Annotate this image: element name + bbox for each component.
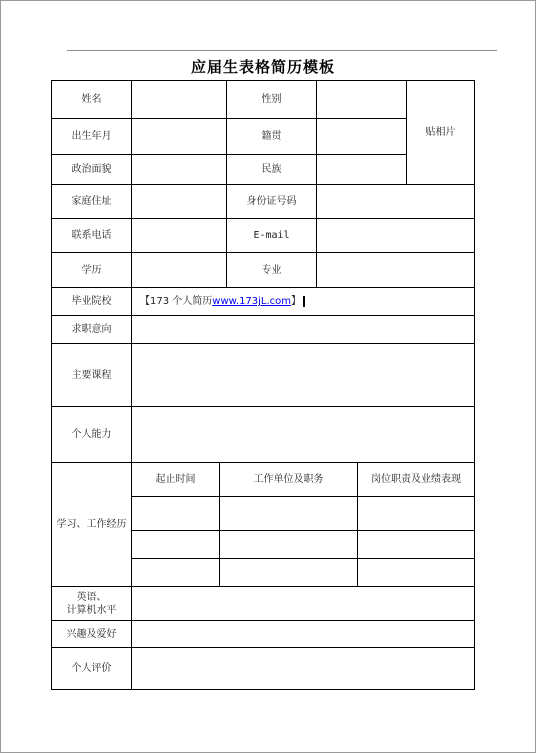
value-hobbies[interactable]	[131, 620, 475, 648]
exp-cell-employer[interactable]	[219, 530, 358, 559]
exp-cell-period[interactable]	[131, 558, 220, 587]
school-text-close: 】	[291, 296, 302, 307]
value-ethnicity[interactable]	[316, 154, 407, 185]
exp-header-period: 起止时间	[131, 462, 220, 497]
value-birth[interactable]	[131, 118, 227, 155]
label-phone: 联系电话	[51, 218, 132, 253]
label-name: 姓名	[51, 80, 132, 119]
label-school: 毕业院校	[51, 287, 132, 316]
label-hobbies: 兴趣及爱好	[51, 620, 132, 648]
exp-cell-employer[interactable]	[219, 496, 358, 531]
exp-cell-period[interactable]	[131, 530, 220, 559]
value-self-eval[interactable]	[131, 647, 475, 690]
label-political: 政治面貌	[51, 154, 132, 185]
value-major[interactable]	[316, 252, 475, 288]
value-ability[interactable]	[131, 406, 475, 463]
exp-cell-employer[interactable]	[219, 558, 358, 587]
label-birth: 出生年月	[51, 118, 132, 155]
school-link[interactable]: www.173jL.com	[212, 296, 292, 307]
exp-cell-duties[interactable]	[357, 558, 475, 587]
label-job-intent: 求职意向	[51, 315, 132, 344]
exp-cell-period[interactable]	[131, 496, 220, 531]
value-school[interactable]	[131, 287, 475, 316]
header-rule	[67, 50, 497, 51]
value-origin[interactable]	[316, 118, 407, 155]
label-id-number: 身份证号码	[226, 184, 317, 219]
label-gender: 性别	[226, 80, 317, 119]
exp-cell-duties[interactable]	[357, 530, 475, 559]
exp-cell-duties[interactable]	[357, 496, 475, 531]
value-address[interactable]	[131, 184, 227, 219]
value-education[interactable]	[131, 252, 227, 288]
exp-header-employer: 工作单位及职务	[219, 462, 358, 497]
label-address: 家庭住址	[51, 184, 132, 219]
value-gender[interactable]	[316, 80, 407, 119]
school-text-open: 【173 个人简历	[140, 296, 213, 307]
text-cursor	[303, 296, 305, 307]
label-courses: 主要课程	[51, 343, 132, 407]
label-major: 专业	[226, 252, 317, 288]
value-name[interactable]	[131, 80, 227, 119]
label-self-eval: 个人评价	[51, 647, 132, 690]
value-job-intent[interactable]	[131, 315, 475, 344]
label-ethnicity: 民族	[226, 154, 317, 185]
value-email[interactable]	[316, 218, 475, 253]
label-education: 学历	[51, 252, 132, 288]
value-phone[interactable]	[131, 218, 227, 253]
label-experience: 学习、工作经历	[51, 462, 132, 587]
exp-header-duties: 岗位职责及业绩表现	[357, 462, 475, 497]
label-origin: 籍贯	[226, 118, 317, 155]
photo-box[interactable]: 贴相片	[406, 80, 475, 185]
page-title: 应届生表格简历模板	[190, 58, 335, 76]
value-lang-computer[interactable]	[131, 586, 475, 621]
label-ability: 个人能力	[51, 406, 132, 463]
label-email: E-mail	[226, 218, 317, 253]
value-id-number[interactable]	[316, 184, 475, 219]
label-lang-computer: 英语、 计算机水平	[51, 586, 132, 621]
value-courses[interactable]	[131, 343, 475, 407]
value-political[interactable]	[131, 154, 227, 185]
